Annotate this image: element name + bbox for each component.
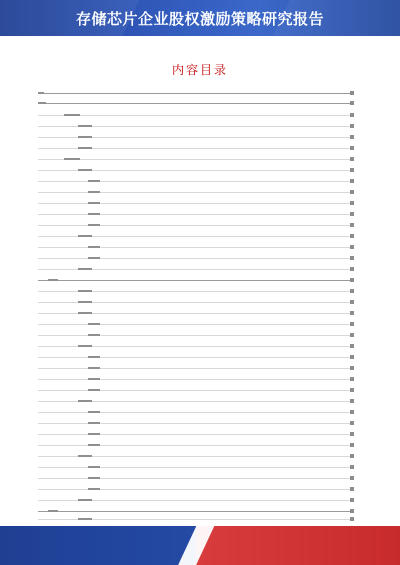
toc-indent-marker <box>88 246 100 248</box>
toc-page-number-marker <box>350 410 354 414</box>
toc-page-number-marker <box>350 289 354 293</box>
toc-indent-marker <box>88 422 100 424</box>
toc-page-number-marker <box>350 476 354 480</box>
toc-row-39 <box>38 511 354 512</box>
toc-indent-marker <box>78 400 92 402</box>
toc-row-8 <box>38 170 354 171</box>
toc-row-38 <box>38 500 354 501</box>
toc-row-6 <box>38 148 354 149</box>
toc-row-24 <box>38 346 354 347</box>
toc-page-number-marker <box>350 190 354 194</box>
toc-indent-marker <box>88 356 100 358</box>
toc-row-33 <box>38 445 354 446</box>
toc-row-31 <box>38 423 354 424</box>
toc-page-number-marker <box>350 179 354 183</box>
footer-right-panel <box>196 526 400 565</box>
toc-indent-marker <box>78 455 92 457</box>
toc-indent-marker <box>78 301 92 303</box>
toc-indent-marker <box>88 444 100 446</box>
toc-row-12 <box>38 214 354 215</box>
toc-indent-marker <box>78 499 92 501</box>
toc-row-9 <box>38 181 354 182</box>
toc-indent-marker <box>78 345 92 347</box>
toc-page-number-marker <box>350 113 354 117</box>
table-of-contents <box>38 86 354 519</box>
toc-page-number-marker <box>350 135 354 139</box>
toc-page-number-marker <box>350 91 354 95</box>
toc-page-number-marker <box>350 157 354 161</box>
toc-indent-marker <box>88 389 100 391</box>
toc-page-number-marker <box>350 322 354 326</box>
toc-indent-marker <box>48 510 58 512</box>
toc-indent-marker <box>88 257 100 259</box>
toc-indent-marker <box>88 433 100 435</box>
toc-page-number-marker <box>350 498 354 502</box>
toc-row-37 <box>38 489 354 490</box>
toc-page-number-marker <box>350 487 354 491</box>
toc-page-number-marker <box>350 333 354 337</box>
toc-row-16 <box>38 258 354 259</box>
toc-indent-marker <box>78 169 92 171</box>
toc-page-number-marker <box>350 377 354 381</box>
toc-row-36 <box>38 478 354 479</box>
toc-indent-marker <box>64 158 80 160</box>
toc-row-25 <box>38 357 354 358</box>
toc-page-number-marker <box>350 245 354 249</box>
toc-indent-marker <box>48 279 58 281</box>
toc-row-19 <box>38 291 354 292</box>
toc-page-number-marker <box>350 267 354 271</box>
toc-page-number-marker <box>350 388 354 392</box>
toc-page-number-marker <box>350 124 354 128</box>
toc-page-number-marker <box>350 355 354 359</box>
footer-left-panel <box>0 526 196 565</box>
report-header-banner <box>0 0 400 36</box>
toc-indent-marker <box>78 518 92 520</box>
toc-row-26 <box>38 368 354 369</box>
toc-row-28 <box>38 390 354 391</box>
toc-row-34 <box>38 456 354 457</box>
toc-page-number-marker <box>350 146 354 150</box>
toc-indent-marker <box>38 92 44 94</box>
toc-page-number-marker <box>350 234 354 238</box>
toc-indent-marker <box>78 125 92 127</box>
toc-row-21 <box>38 313 354 314</box>
toc-indent-marker <box>88 488 100 490</box>
toc-page-number-marker <box>350 278 354 282</box>
toc-row-23 <box>38 335 354 336</box>
toc-page-number-marker <box>350 344 354 348</box>
toc-row-7 <box>38 159 354 160</box>
toc-indent-marker <box>78 235 92 237</box>
toc-page-number-marker <box>350 223 354 227</box>
toc-row-35 <box>38 467 354 468</box>
toc-row-11 <box>38 203 354 204</box>
toc-page-number-marker <box>350 443 354 447</box>
toc-page-number-marker <box>350 465 354 469</box>
toc-indent-marker <box>78 147 92 149</box>
toc-page-number-marker <box>350 311 354 315</box>
footer-banner <box>0 526 400 565</box>
toc-page-number-marker <box>350 366 354 370</box>
toc-row-4 <box>38 126 354 127</box>
toc-row-13 <box>38 225 354 226</box>
toc-indent-marker <box>78 268 92 270</box>
toc-indent-marker <box>88 224 100 226</box>
toc-indent-marker <box>64 114 80 116</box>
toc-page-number-marker <box>350 399 354 403</box>
toc-page-number-marker <box>350 517 354 521</box>
toc-indent-marker <box>88 202 100 204</box>
report-title: 存储芯片企业股权激励策略研究报告 <box>75 10 324 28</box>
toc-row-32 <box>38 434 354 435</box>
toc-page-number-marker <box>350 101 354 105</box>
toc-page-number-marker <box>350 509 354 513</box>
toc-row-14 <box>38 236 354 237</box>
toc-page-number-marker <box>350 454 354 458</box>
toc-row-10 <box>38 192 354 193</box>
toc-row-3 <box>38 115 354 116</box>
toc-indent-marker <box>88 323 100 325</box>
toc-indent-marker <box>78 312 92 314</box>
toc-indent-marker <box>38 102 46 104</box>
toc-heading: 内容目录 <box>171 63 228 77</box>
toc-indent-marker <box>88 378 100 380</box>
toc-row-18 <box>38 280 354 281</box>
toc-indent-marker <box>88 334 100 336</box>
toc-row-27 <box>38 379 354 380</box>
toc-indent-marker <box>88 367 100 369</box>
toc-page-number-marker <box>350 256 354 260</box>
toc-indent-marker <box>88 180 100 182</box>
toc-indent-marker <box>88 477 100 479</box>
toc-row-40 <box>38 519 354 520</box>
toc-page-number-marker <box>350 201 354 205</box>
toc-row-22 <box>38 324 354 325</box>
toc-page-number-marker <box>350 212 354 216</box>
toc-indent-marker <box>78 290 92 292</box>
toc-row-2 <box>38 103 354 104</box>
toc-row-1 <box>38 93 354 94</box>
toc-row-29 <box>38 401 354 402</box>
toc-indent-marker <box>88 191 100 193</box>
toc-indent-marker <box>88 213 100 215</box>
toc-indent-marker <box>88 411 100 413</box>
toc-page-number-marker <box>350 421 354 425</box>
toc-row-30 <box>38 412 354 413</box>
toc-row-17 <box>38 269 354 270</box>
toc-row-20 <box>38 302 354 303</box>
toc-page-number-marker <box>350 432 354 436</box>
toc-indent-marker <box>78 136 92 138</box>
toc-page-number-marker <box>350 300 354 304</box>
toc-page-number-marker <box>350 168 354 172</box>
toc-row-5 <box>38 137 354 138</box>
toc-indent-marker <box>88 466 100 468</box>
toc-row-15 <box>38 247 354 248</box>
